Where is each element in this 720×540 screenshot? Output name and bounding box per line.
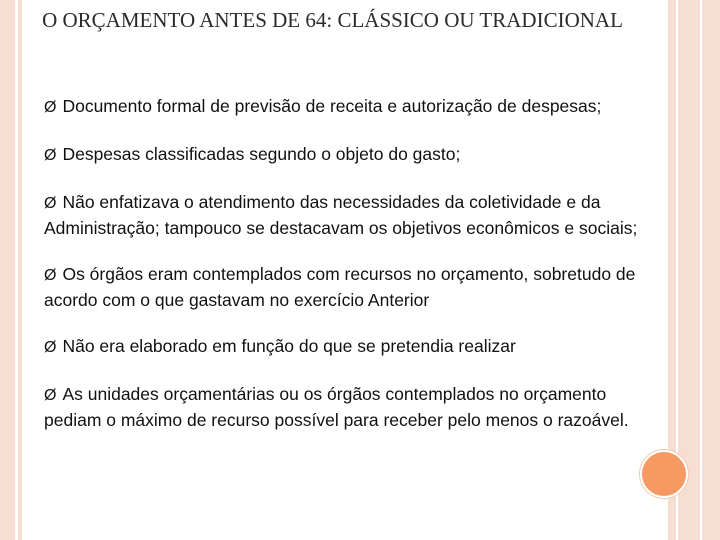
accent-circle [640, 450, 688, 498]
bullet-item [44, 262, 664, 312]
bullet-item [44, 382, 664, 432]
arrow-bullet-icon: Ø [44, 387, 57, 404]
bullet-item [44, 190, 664, 240]
bullet-list [44, 94, 664, 454]
arrow-bullet-icon: Ø [44, 147, 57, 164]
arrow-bullet-icon: Ø [44, 339, 57, 356]
right-border-line [700, 0, 702, 540]
bullet-item [44, 334, 664, 360]
bullet-item [44, 94, 664, 120]
bullet-text: Não era elaborado em função do que se pretendia realizar [62, 336, 516, 356]
slide-title: O ORÇAMENTO ANTES DE 64: CLÁSSICO OU TRADICIONAL [42, 8, 623, 32]
bullet-text: Despesas classificadas segundo o objeto do gasto; [62, 144, 461, 164]
arrow-bullet-icon: Ø [44, 99, 57, 116]
left-decorative-border [0, 0, 22, 540]
bullet-item [44, 142, 664, 168]
bullet-text: Não enfatizava o atendimento das necessidades da coletividade e da Administração; tampouco se destacavam os objetivos econômicos e sociais; [44, 192, 638, 238]
bullet-text: Os órgãos eram contemplados com recursos no orçamento, sobretudo de acordo com o que gastavam no exercício Anterior [44, 264, 636, 310]
arrow-bullet-icon: Ø [44, 195, 57, 212]
bullet-text: As unidades orçamentárias ou os órgãos contemplados no orçamento pediam o máximo de recurso possível para receber pelo menos o razoável. [44, 384, 629, 430]
bullet-text: Documento formal de previsão de receita e autorização de despesas; [62, 96, 602, 116]
arrow-bullet-icon: Ø [44, 267, 57, 284]
